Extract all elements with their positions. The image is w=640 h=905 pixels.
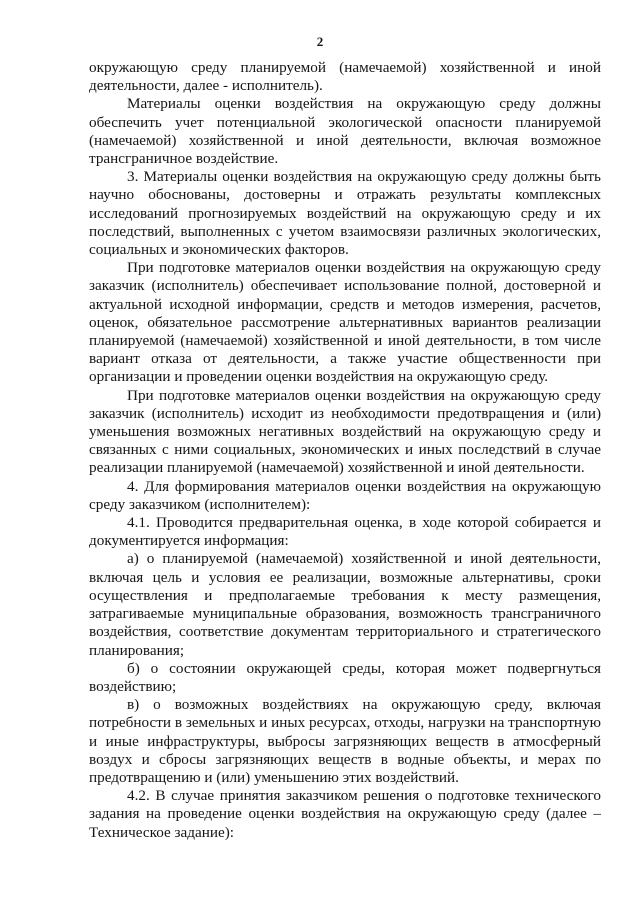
paragraph-section-4-1: 4.1. Проводится предварительная оценка, в ходе которой собирается и документируется информация: bbox=[89, 514, 601, 550]
list-item-a: а) о планируемой (намечаемой) хозяйственной и иной деятельности, включая цель и условия ее реализации, возможные альтернативы, сроки осуществления и предполагаемые требования к месту размещения, затрагиваемые муниципальные образования, возможность трансграничного воздействия, соответствие документам территориального и стратегического планирования; bbox=[89, 550, 601, 659]
paragraph: При подготовке материалов оценки воздействия на окружающую среду заказчик (исполнитель) обеспечивает использование полной, достоверной и актуальной исходной информации, средств и методов измерения, расчетов, оценок, обязательное рассмотрение альтернативных вариантов реализации планируемой (намечаемой) хозяйственной и иной деятельности, в том числе вариант отказа от деятельности, а также участие общественности при организации и проведении оценки воздействия на окружающую среду. bbox=[89, 259, 601, 386]
paragraph: При подготовке материалов оценки воздействия на окружающую среду заказчик (исполнитель) исходит из необходимости предотвращения и (или) уменьшения возможных негативных воздействий на окружающую среду и связанных с ними социальных, экономических и иных последствий в случае реализации планируемой (намечаемой) хозяйственной и иной деятельности. bbox=[89, 386, 601, 477]
list-item-v: в) о возможных воздействиях на окружающую среду, включая потребности в земельных и иных ресурсах, отходы, нагрузки на транспортную и иные инфраструктуры, выбросы загрязняющих веществ в атмосферный воздух и сбросы загрязняющих веществ в водные объекты, и мерах по предотвращению и (или) уменьшению этих воздействий. bbox=[89, 696, 601, 786]
paragraph-continuation: окружающую среду планируемой (намечаемой) хозяйственной и иной деятельности, далее - исполнитель). bbox=[89, 59, 601, 95]
list-item-b: б) о состоянии окружающей среды, которая может подвергнуться воздействию; bbox=[89, 659, 601, 695]
paragraph-section-3: 3. Материалы оценки воздействия на окружающую среду должны быть научно обоснованы, достоверны и отражать результаты комплексных исследований прогнозируемых воздействий на окружающую среду и их последствий, выполненных с учетом взаимосвязи различных экологических, социальных и экономических факторов. bbox=[89, 168, 601, 259]
paragraph-section-4: 4. Для формирования материалов оценки воздействия на окружающую среду заказчиком (исполнителем): bbox=[89, 477, 601, 513]
paragraph-section-4-2: 4.2. В случае принятия заказчиком решения о подготовке технического задания на проведение оценки воздействия на окружающую среду (далее – Техническое задание): bbox=[89, 787, 601, 841]
paragraph: Материалы оценки воздействия на окружающую среду должны обеспечить учет потенциальной экологической опасности планируемой (намечаемой) хозяйственной и иной деятельности, включая возможное трансграничное воздействие. bbox=[89, 95, 601, 168]
page-number: 2 bbox=[316, 34, 324, 49]
document-body bbox=[89, 59, 601, 842]
